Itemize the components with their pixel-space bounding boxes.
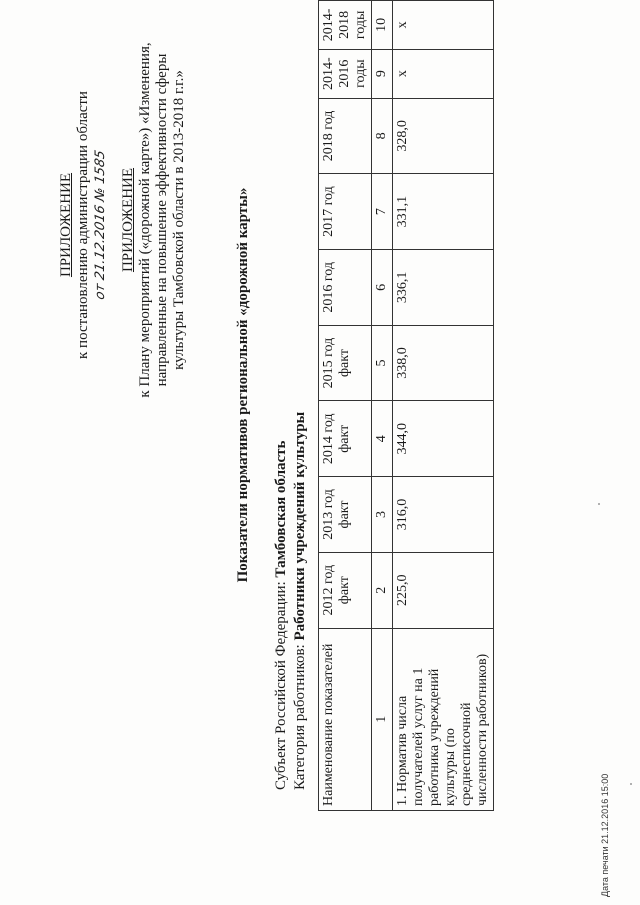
column-number: 1 [372, 628, 393, 810]
column-number: 9 [372, 49, 393, 98]
column-number: 5 [372, 325, 393, 401]
value-cell: 331,1 [393, 174, 494, 250]
header-cell: 2014-2016 годы [319, 49, 372, 98]
value-cell: х [393, 49, 494, 98]
appendix-resolution-block [58, 35, 109, 415]
header-cell: 2014 год факт [319, 401, 372, 477]
column-number: 3 [372, 477, 393, 553]
indicator-name: 1. Норматив числа получателей услуг на 1 работника учреждений культуры (по среднесписочной численности работников) [393, 628, 494, 810]
appendix-plan-line-3: культуры Тамбовской области в 2013-2018 г.г.» [171, 70, 187, 370]
header-cell: 2017 год [319, 174, 372, 250]
header-cell: 2014-2018 годы [319, 1, 372, 50]
category-label: Категория работников: [292, 644, 308, 790]
column-number: 7 [372, 174, 393, 250]
appendix-title: ПРИЛОЖЕНИЕ [58, 172, 74, 278]
value-cell: 336,1 [393, 249, 494, 325]
subject-value: Тамбовская область [273, 440, 289, 578]
print-date: Дата печати 21.12.2016 15:00 [600, 773, 610, 897]
subject-line [272, 412, 291, 790]
appendix-plan-title: ПРИЛОЖЕНИЕ [120, 167, 136, 273]
column-number: 6 [372, 249, 393, 325]
indicators-table [318, 0, 494, 811]
column-number: 2 [372, 552, 393, 628]
column-number: 8 [372, 98, 393, 174]
column-number: 10 [372, 1, 393, 50]
table-number-row [372, 1, 393, 811]
table-row [393, 1, 494, 811]
value-cell: 225,0 [393, 552, 494, 628]
appendix-plan-line-1: к Плану мероприятий («дорожной карте») «Изменения, [137, 42, 153, 398]
appendix-plan-line-2: направленные на повышение эффективности сферы [154, 53, 170, 387]
subject-label: Субъект Российской Федерации: [273, 581, 289, 790]
appendix-plan-block [120, 5, 188, 435]
column-number: 4 [372, 401, 393, 477]
category-value: Работники учреждений культуры [292, 411, 308, 641]
handwritten-date-number: от 21.12.2016 № 1585 [93, 148, 108, 302]
value-cell: 328,0 [393, 98, 494, 174]
value-cell: 338,0 [393, 325, 494, 401]
document-heading: Показатели нормативов региональной «дорожной карты» [235, 187, 251, 583]
category-line [291, 412, 310, 790]
table-header-row [319, 1, 372, 811]
header-cell: Наименование показателей [319, 628, 372, 810]
value-cell: х [393, 1, 494, 50]
header-cell: 2018 год [319, 98, 372, 174]
subject-info [272, 412, 310, 790]
appendix-subtitle: к постановлению администрации области [75, 91, 91, 359]
header-cell: 2012 год факт [319, 552, 372, 628]
value-cell: 316,0 [393, 477, 494, 553]
header-cell: 2013 год факт [319, 477, 372, 553]
value-cell: 344,0 [393, 401, 494, 477]
header-cell: 2016 год [319, 249, 372, 325]
scan-speck [630, 783, 632, 785]
header-cell: 2015 год факт [319, 325, 372, 401]
scan-speck [598, 503, 600, 505]
